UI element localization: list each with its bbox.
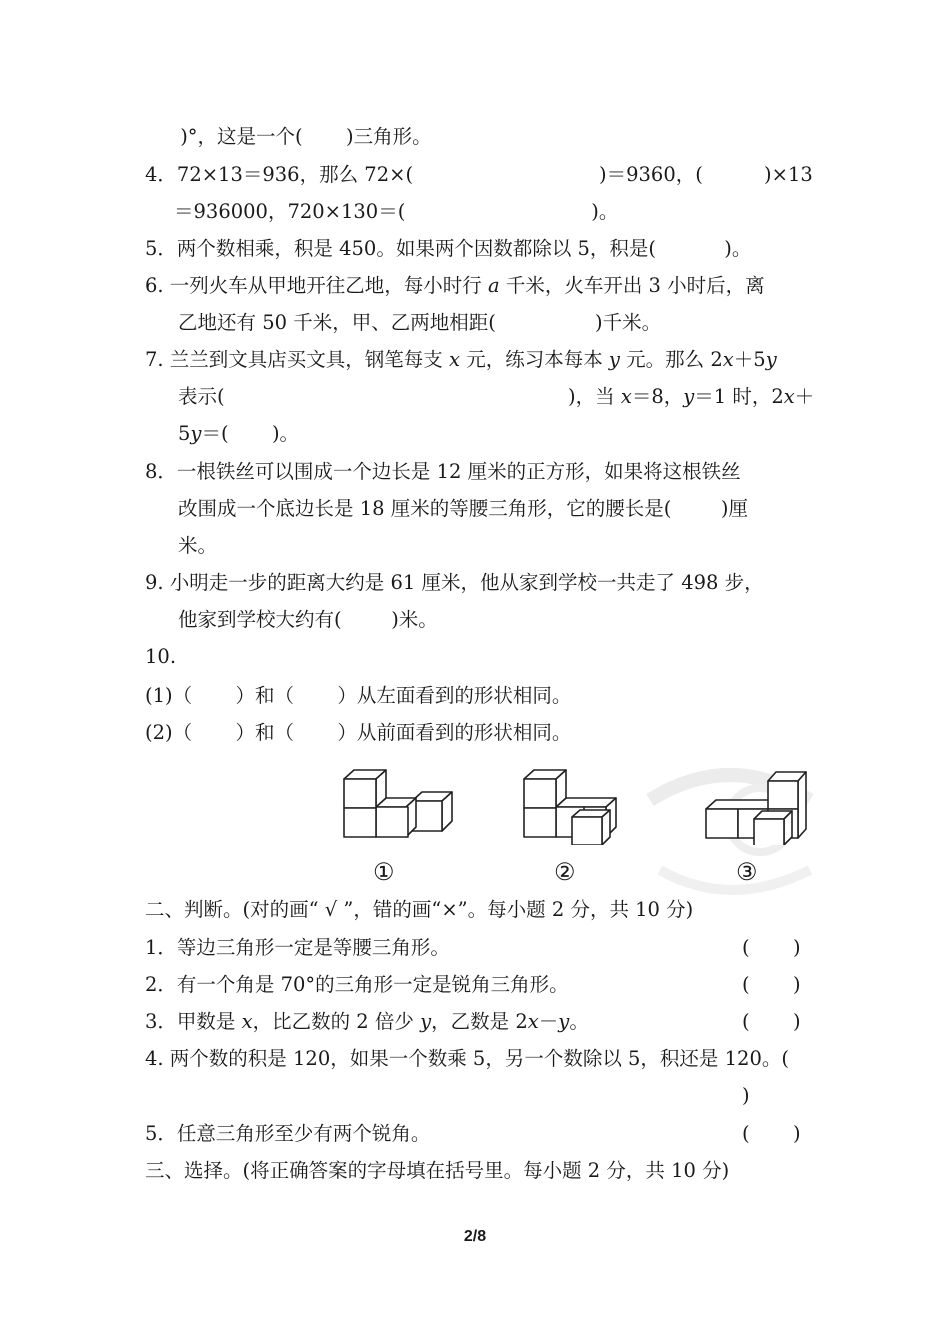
judge-q2: 2．有一个角是 70°的三角形一定是锐角三角形。 — [145, 973, 569, 996]
q6-text-b: 千米，火车开出 3 小时后，离 — [499, 274, 765, 297]
q6-text-a: 6. 一列火车从甲地开往乙地，每小时行 — [145, 274, 489, 297]
choice-section-header: 三、选择。(将正确答案的字母填在括号里。每小题 2 分，共 10 分) — [145, 1159, 730, 1182]
judge-q3-answer-parens[interactable]: ( ) — [742, 1010, 801, 1033]
cube-figure-3 — [706, 772, 806, 845]
q7-var-y2: y — [765, 348, 777, 371]
judge-q3-var-x2: x — [527, 1010, 539, 1033]
q7-var-x: x — [449, 348, 461, 371]
q7-text-j: ＝( )。 — [201, 422, 300, 445]
q7-text-b: 元，练习本每本 — [460, 348, 609, 371]
q4-line1-end: )×13 — [764, 163, 813, 186]
judge-q4-answer-close[interactable]: ) — [742, 1084, 750, 1107]
q10-part1: (1)（ ）和（ ）从左面看到的形状相同。 — [145, 684, 572, 707]
figure-label-2: ② — [554, 858, 576, 886]
q7-line2-end — [568, 385, 814, 409]
q7-var-x4: x — [783, 385, 795, 408]
judge-q5-answer-parens[interactable]: ( ) — [742, 1122, 801, 1145]
q3-continuation: )°，这是一个( )三角形。 — [174, 125, 432, 148]
q7-var-x3: x — [620, 385, 632, 408]
q7-text-f: ＝8， — [631, 385, 684, 408]
q7-var-x2: x — [722, 348, 734, 371]
q7-line3 — [178, 422, 299, 446]
page-number: 2/8 — [463, 1228, 487, 1245]
judge-q1-answer-parens[interactable]: ( ) — [742, 936, 801, 959]
q6-line1 — [145, 274, 765, 298]
q9-line2: 他家到学校大约有( )米。 — [178, 608, 438, 631]
cube-figures — [330, 765, 810, 845]
q6-line2: 乙地还有 50 千米，甲、乙两地相距( )千米。 — [178, 311, 662, 334]
judge-q3-text-d: － — [538, 1010, 559, 1033]
judge-q3-text-a: 3．甲数是 — [145, 1010, 242, 1033]
q7-var-y4: y — [190, 422, 202, 445]
q5-text: 5．两个数相乘，积是 450。如果两个因数都除以 5，积是( )。 — [145, 237, 752, 260]
judge-q3-var-y2: y — [558, 1010, 570, 1033]
cube-figure-2 — [524, 770, 616, 845]
judge-section-header: 二、判断。(对的画“ √ ”，错的画“×”。每小题 2 分，共 10 分) — [145, 898, 694, 921]
q8-line3: 米。 — [178, 534, 218, 557]
figure-label-1: ① — [373, 858, 395, 886]
judge-q3-var-x: x — [241, 1010, 253, 1033]
figure-label-3: ③ — [736, 858, 758, 886]
q10-part2: (2)（ ）和（ ）从前面看到的形状相同。 — [145, 721, 572, 744]
q6-variable-a: a — [488, 274, 500, 297]
q7-line2-start: 表示( — [178, 385, 225, 408]
q7-text-i: 5 — [178, 422, 191, 445]
judge-q3-text-e: 。 — [569, 1010, 589, 1033]
judge-q3 — [145, 1010, 589, 1034]
q7-text-d: ＋5 — [733, 348, 766, 371]
judge-q4: 4. 两个数的积是 120，如果一个数乘 5，另一个数除以 5，积还是 120。( — [145, 1047, 789, 1070]
q10-number: 10. — [145, 645, 177, 668]
judge-q3-text-b: ，比乙数的 2 倍少 — [252, 1010, 421, 1033]
q4-line2: ＝936000，720×130＝( )。 — [174, 200, 619, 223]
q7-text-c: 元。那么 2 — [619, 348, 723, 371]
q7-text-e: )，当 — [568, 385, 621, 408]
judge-q5: 5．任意三角形至少有两个锐角。 — [145, 1122, 431, 1145]
judge-q2-answer-parens[interactable]: ( ) — [742, 973, 801, 996]
cube-figure-1 — [344, 770, 452, 837]
q4-line1: 4．72×13＝936，那么 72×( )＝9360，( — [145, 163, 703, 186]
judge-q3-var-y: y — [420, 1010, 432, 1033]
judge-q1: 1．等边三角形一定是等腰三角形。 — [145, 936, 450, 959]
q8-line2: 改围成一个底边长是 18 厘米的等腰三角形，它的腰长是( )厘 — [178, 497, 749, 520]
q7-text-g: ＝1 时，2 — [694, 385, 784, 408]
q8-line1: 8．一根铁丝可以围成一个边长是 12 厘米的正方形，如果将这根铁丝 — [145, 460, 741, 483]
q7-text-a: 7. 兰兰到文具店买文具，钢笔每支 — [145, 348, 450, 371]
judge-q3-text-c: ，乙数是 2 — [431, 1010, 528, 1033]
q9-line1: 9. 小明走一步的距离大约是 61 厘米，他从家到学校一共走了 498 步， — [145, 571, 764, 594]
q7-var-y: y — [608, 348, 620, 371]
q7-var-y3: y — [683, 385, 695, 408]
q7-text-h: ＋ — [794, 385, 815, 408]
q7-line1 — [145, 348, 777, 372]
